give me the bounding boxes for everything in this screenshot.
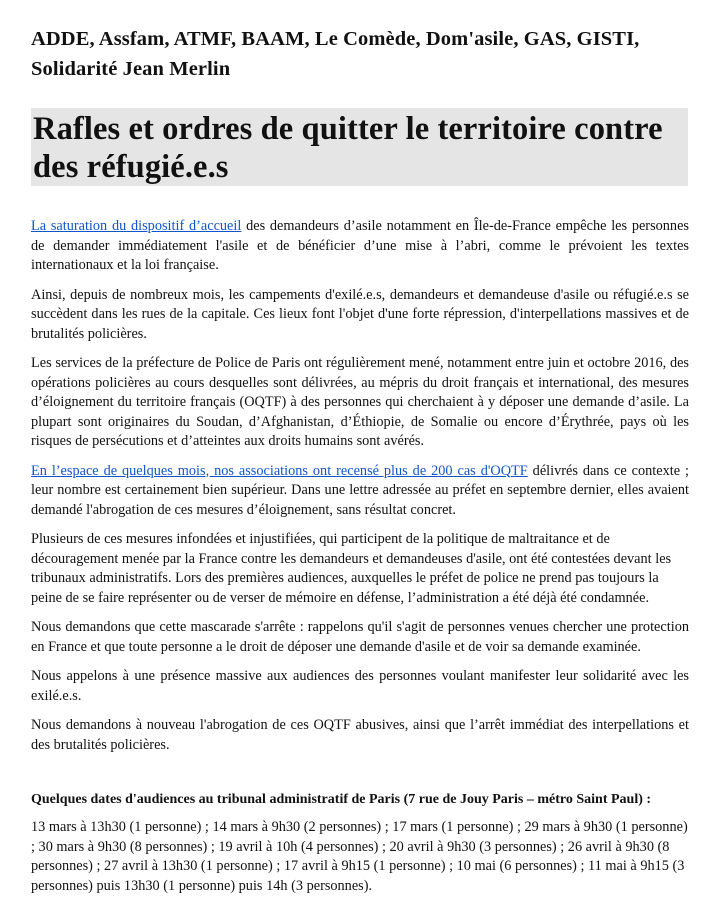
paragraph-5: Plusieurs de ces mesures infondées et injustifiées, qui participent de la politique de maltraitance et de découragement menée par la France contre les demandeurs et demandeuses d'asile, ont été contestées devant les tribunaux administratifs. Lors des premières audiences, auxquelles le préfet de police ne prend pas toujours la peine de se faire représenter ou de verser de mémoire en défense, l’administration a été déjà été condamnée. (31, 531, 672, 606)
paragraph-1-text: des demandeurs d’asile notamment en Île-de-France empêche les personnes de demander immédiatement l'asile et de bénéficier d’une mise à l’abri, comme le prévoient les textes internationaux et la loi française. (31, 218, 689, 273)
paragraph-7: Nous appelons à une présence massive aux audiences des personnes voulant manifester leur solidarité avec les exilé.e.s. (31, 668, 689, 704)
article-body (31, 217, 689, 896)
saturation-link[interactable]: La saturation du dispositif d’accueil (31, 218, 242, 234)
title-banner (31, 108, 688, 186)
hearings-dates: 13 mars à 13h30 (1 personne) ; 14 mars à 9h30 (2 personnes) ; 17 mars (1 personne) ; 29 mars à 9h30 (1 personne) ; 30 mars à 9h30 (8 personnes) ; 19 avril à 10h (4 personnes) ; 20 avril à 9h30 (3 personnes) ; 26 avril à 9h30 (8 personnes) ; 27 avril à 13h30 (1 personne) ; 17 avril à 9h15 (1 personne) ; 10 mai (6 personnes) ; 11 mai à 9h15 (3 personnes) puis 13h30 (1 personne) puis 14h (3 personnes). (31, 819, 688, 894)
paragraph-2: Ainsi, depuis de nombreux mois, les campements d'exilé.e.s, demandeurs et demandeuse d'asile ou réfugié.e.s se succèdent dans les rues de la capitale. Ces lieux font l'objet d'une forte répression, d'interpellations massives et de brutalités policières. (31, 286, 689, 342)
paragraph-6: Nous demandons que cette mascarade s'arrête : rappelons qu'il s'agit de personnes venues chercher une protection en France et que toute personne a le droit de déposer une demande d'asile et de voir sa demande examinée. (31, 619, 689, 655)
paragraph-4-text: délivrés dans ce contexte ; leur nombre est certainement bien supérieur. Dans une lettre adressée au préfet en septembre dernier, elles avaient demandé l'abrogation de ces mesures d’éloignement, sans résultat concret. (31, 462, 689, 518)
paragraph-8: Nous demandons à nouveau l'abrogation de ces OQTF abusives, ainsi que l’arrêt immédiat des interpellations et des brutalités policières. (31, 717, 689, 753)
organizations-heading (31, 0, 689, 84)
hearings-heading: Quelques dates d'audiences au tribunal administratif de Paris (7 rue de Jouy Paris – métro Saint Paul) : (31, 792, 652, 807)
title-line-2: des réfugié.e.s (33, 149, 229, 185)
paragraph-4 (31, 462, 689, 521)
document-page (31, 0, 689, 896)
paragraph-3: Les services de la préfecture de Police de Paris ont régulièrement mené, notamment entre juin et octobre 2016, des opérations policières au cours desquelles sont délivrées, au mépris du droit français et international, des mesures d’éloignement du territoire français (OQTF) à des personnes qui cherchaient à y déposer une demande d’asile. La plupart sont originaires du Soudan, d’Afghanistan, d’Éthiopie, de Somalie ou encore d’Érythrée, pays où les risques de persécutions et d’atteintes aux droits humains sont avérés. (31, 355, 689, 449)
organizations-line-2: Solidarité Jean Merlin (31, 58, 231, 80)
title-line-1: Rafles et ordres de quitter le territoire contre (33, 111, 663, 147)
page-title (33, 110, 688, 186)
paragraph-1 (31, 217, 689, 276)
oqtf-cases-link[interactable]: En l’espace de quelques mois, nos associations ont recensé plus de 200 cas d'OQTF (31, 462, 528, 479)
organizations-line-1: ADDE, Assfam, ATMF, BAAM, Le Comède, Dom'asile, GAS, GISTI, (31, 28, 640, 50)
